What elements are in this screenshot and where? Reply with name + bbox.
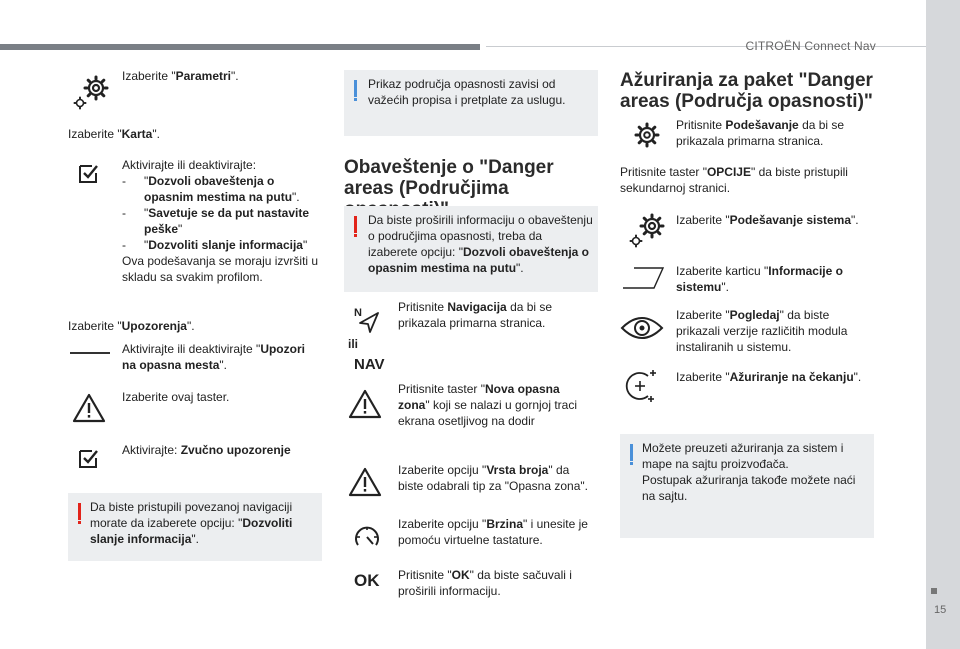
warning-note-connected-nav (68, 493, 322, 561)
note-text: Prikaz područja opasnosti zavisi od važećih propisa i pretplate za uslugu. (368, 77, 566, 107)
note-text: Da biste proširili informaciju o obaveštenju o područjima opasnosti, treba da izaberete opciju: "Dozvoli obaveštenja o opasnim mestima na putu". (368, 213, 593, 275)
page-number: 15 (934, 604, 947, 616)
step-view-versions: Izaberite "Pogledaj" da biste prikazali verzije različitih modula instaliranih u sistemu. (676, 308, 848, 354)
checkbox-icon (78, 162, 100, 184)
step-press-options: Pritisnite taster "OPCIJE" da biste pristupili sekundarnoj stranici. (620, 165, 848, 195)
note-text: Možete preuzeti ažuriranja za sistem i mape na sajtu proizvođača. Postupak ažuriranja takođe možete naći na sajtu. (642, 441, 856, 503)
step-activate-sound: Aktivirajte: Zvučno upozorenje (122, 443, 291, 457)
nav-button-label: NAV (354, 356, 385, 373)
ok-button-label: OK (354, 571, 380, 590)
horizontal-line-icon (70, 352, 110, 354)
svg-text:N: N (354, 307, 362, 319)
step-system-info-tab: Izaberite karticu "Informacije o sistemu". (676, 264, 843, 294)
eye-icon (620, 314, 664, 342)
step-type-option: Izaberite opciju "Vrsta broja" da biste odabrali tip za "Opasna zona". (398, 463, 588, 493)
header-rule-dark (0, 44, 480, 50)
section-title-notification: Obaveštenje o "Danger areas (Područjima (344, 157, 554, 199)
tab-shape-icon (622, 266, 664, 290)
continue-mark (931, 588, 937, 594)
checkbox-icon (78, 447, 100, 469)
step-select-warnings: Izaberite "Upozorenja". (68, 319, 195, 333)
warning-mark-icon (78, 503, 81, 520)
section-title-updates: Ažuriranja za paket "Danger areas (Područja opasnosti)" (620, 70, 873, 112)
info-mark-icon (354, 80, 357, 97)
info-note-display (344, 70, 598, 136)
info-mark-icon (630, 444, 633, 461)
step-select-button: Izaberite ovaj taster. (122, 390, 230, 404)
gear-pair-icon (628, 210, 668, 250)
info-note-downloads (620, 434, 874, 538)
speedometer-icon (352, 522, 382, 550)
step-system-settings: Izaberite "Podešavanje sistema". (676, 213, 859, 227)
step-press-ok: Pritisnite "OK" da biste sačuvali i proširili informaciju. (398, 568, 572, 598)
step-new-danger-zone: Pritisnite taster "Nova opasna zona" koji se nalazi u gornjoj traci ekrana osetljivog na dodir (398, 382, 578, 428)
update-circle-plus-icon (622, 368, 658, 404)
step-select-map: Izaberite "Karta". (68, 127, 160, 141)
gear-pair-icon (72, 72, 112, 112)
step-select-parameters: Izaberite "Parametri". (122, 69, 239, 83)
step-warn-danger-areas: Aktivirajte ili deaktivirajte "Upozori na opasna mesta". (122, 342, 305, 372)
step-speed-option: Izaberite opciju "Brzina" i unesite je pomoću virtuelne tastature. (398, 517, 588, 547)
page-sidebar (926, 0, 960, 649)
or-label: ili (348, 337, 359, 351)
step-toggle-options: Aktivirajte ili deaktivirajte: - "Dozvoli obaveštenja o opasnim mestima na putu". - "Savetuje se da put nastavite peške" - "Dozvoliti slanje informacija" Ova podešavanja se moraju izvršiti u skladu sa svakim profilom. (122, 158, 319, 284)
gear-icon (632, 120, 662, 150)
step-press-navigation: Pritisnite Navigacija da bi se prikazala primarna stranica. (398, 300, 553, 330)
warning-mark-icon (354, 216, 357, 233)
step-pending-update: Izaberite "Ažuriranje na čekanju". (676, 370, 862, 384)
warning-triangle-icon (72, 393, 106, 423)
brand-label: CITROËN Connect Nav (745, 39, 876, 53)
navigation-arrow-icon (354, 307, 380, 333)
note-text: Da biste pristupili povezanoj navigaciji morate da izaberete opciju: "Dozvoliti slanje informacija". (90, 500, 293, 546)
warning-triangle-icon (348, 467, 382, 497)
step-press-settings: Pritisnite Podešavanje da bi se prikazala primarna stranica. (676, 118, 845, 148)
warning-triangle-icon (348, 389, 382, 419)
warning-note-extend-info (344, 206, 598, 292)
